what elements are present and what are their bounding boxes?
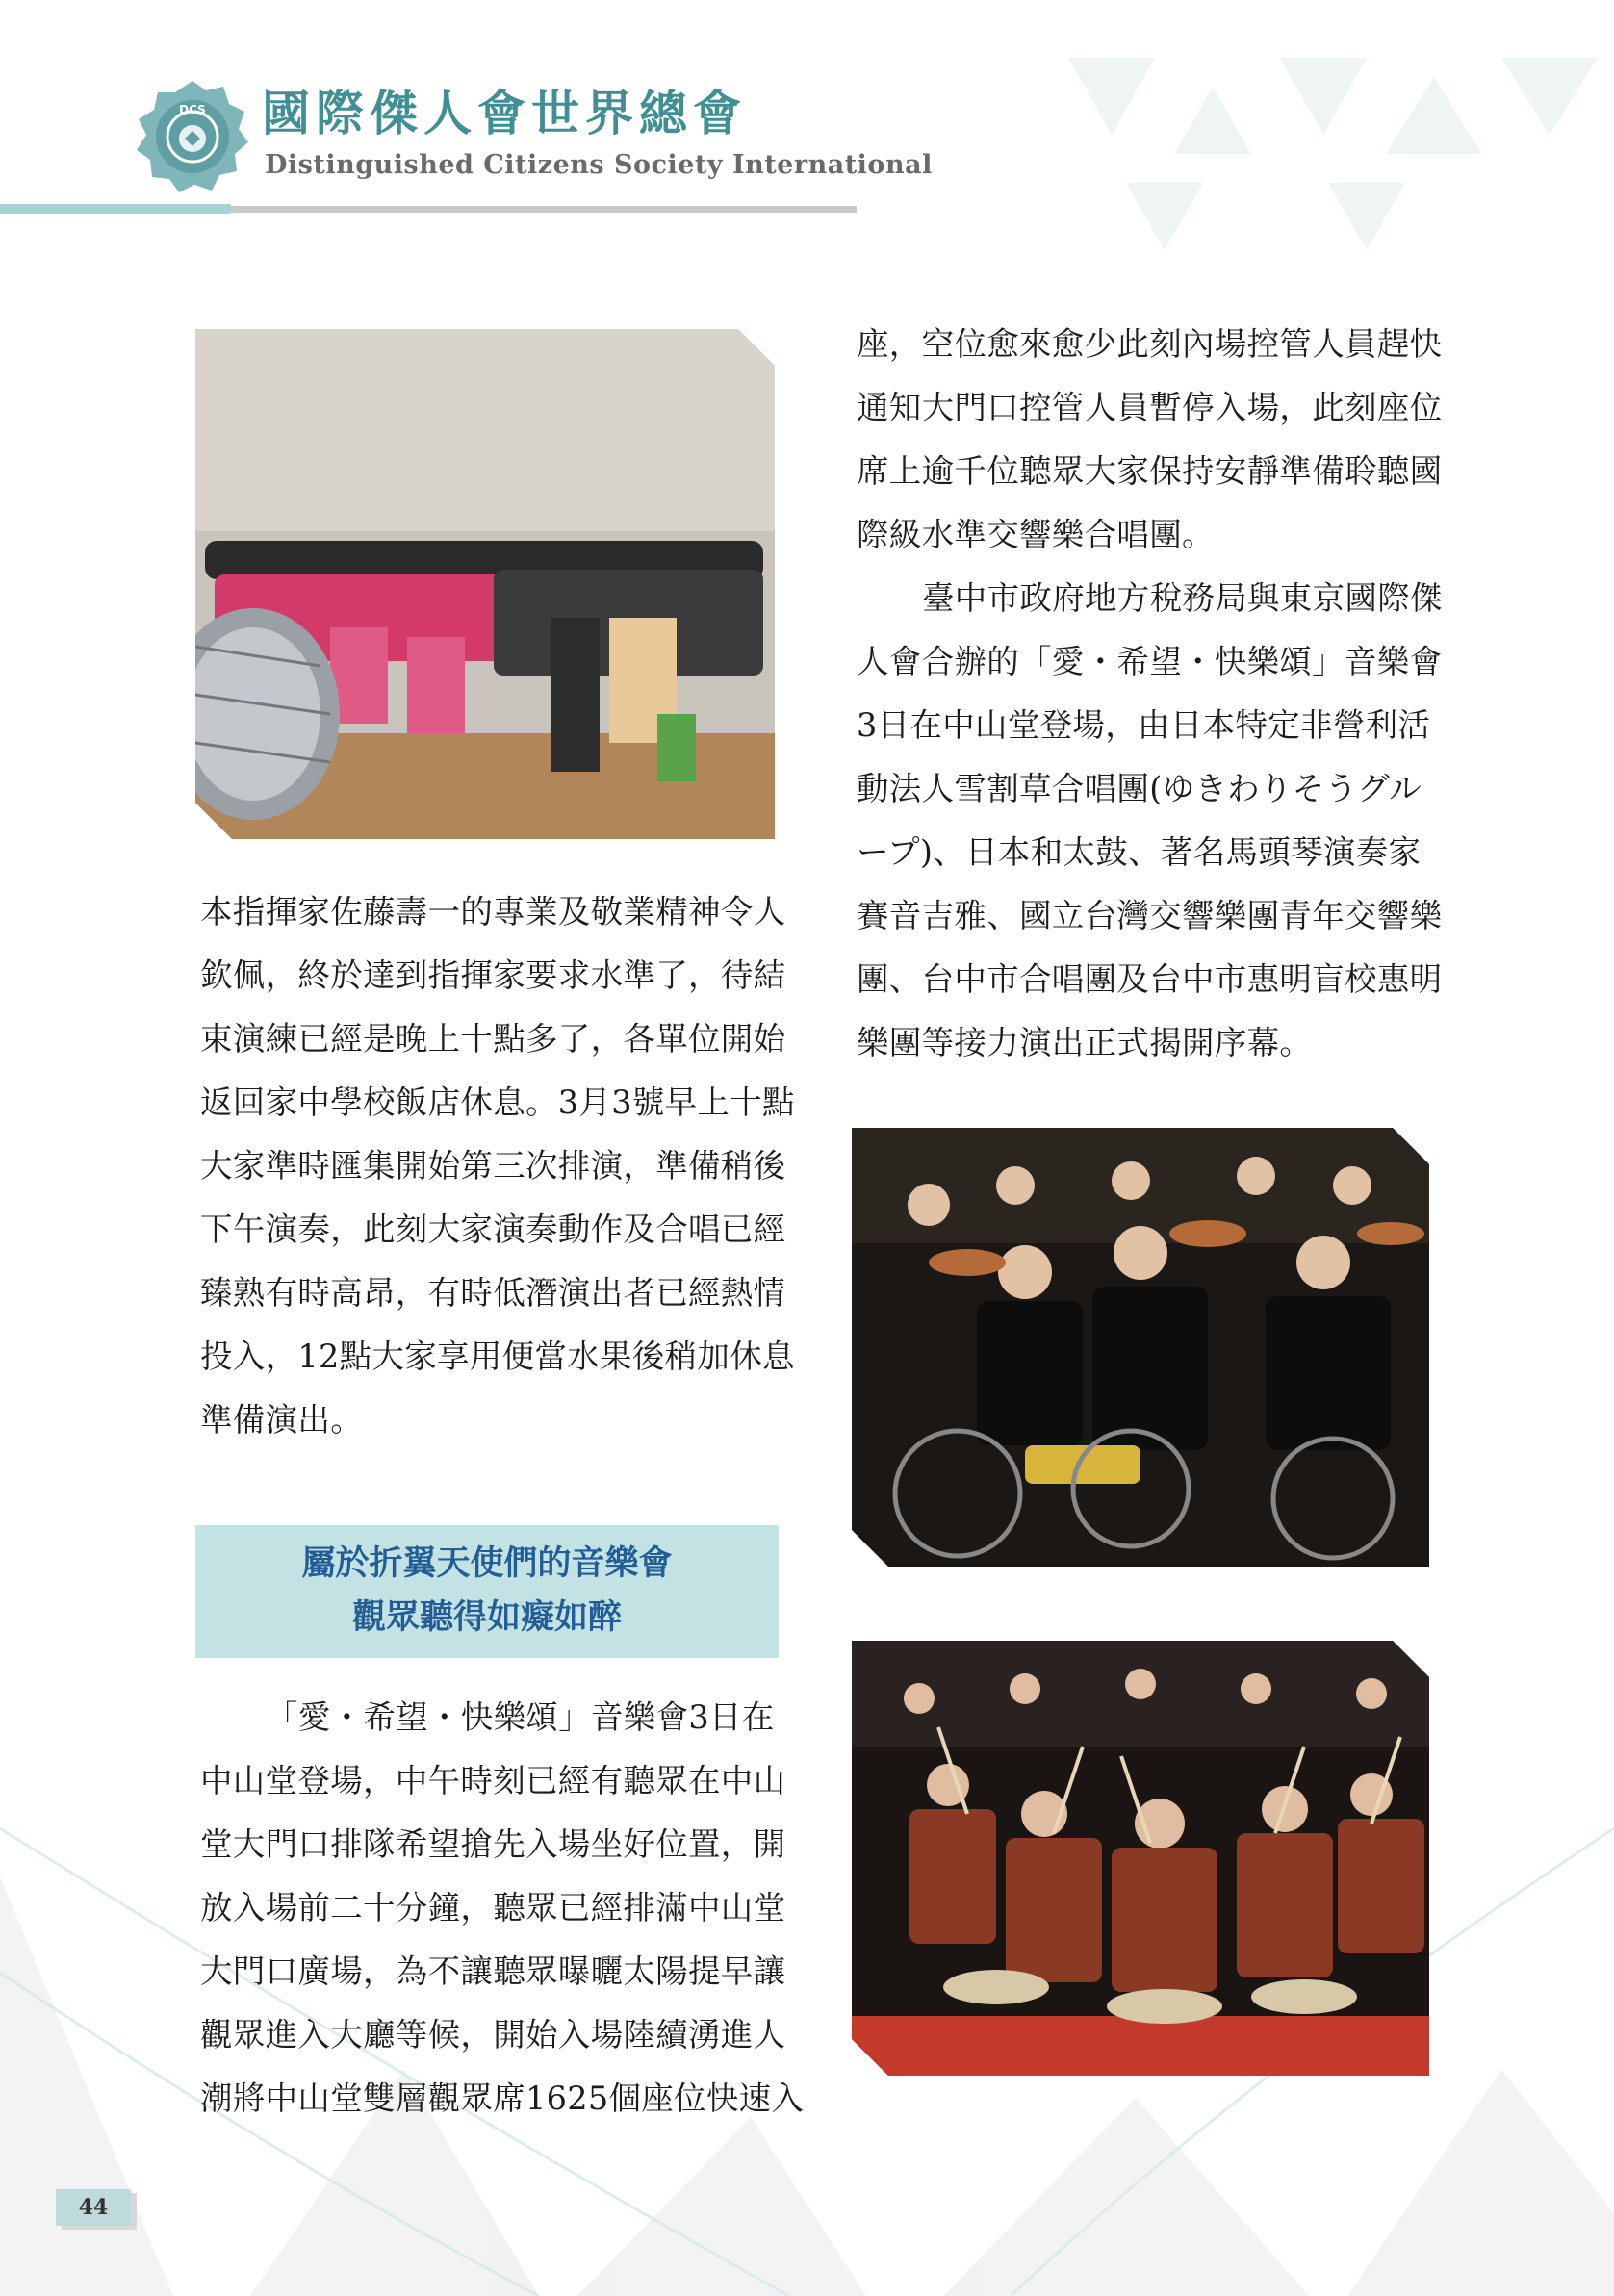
dcs-emblem-icon: [135, 79, 250, 194]
page-number: 44: [56, 2189, 131, 2226]
text-line: 動法人雪割草合唱團(ゆきわりそうグル: [857, 770, 1422, 807]
text-line: 臻熟有時高昂，有時低潛演出者已經熱情: [200, 1274, 786, 1312]
text-line: 本指揮家佐藤壽一的專業及敬業精神令人: [200, 893, 786, 931]
text-line: 潮將中山堂雙層觀眾席1625個座位快速入: [200, 2079, 805, 2117]
emblem-label: DCS: [179, 103, 206, 116]
article-text-left-bottom: [200, 1686, 805, 2130]
text-line: 席上逾千位聽眾大家保持安靜準備聆聽國: [857, 452, 1443, 490]
text-line: 人會合辦的「愛・希望・快樂頌」音樂會: [857, 643, 1443, 680]
text-line: 大家準時匯集開始第三次排演，準備稍後: [200, 1147, 786, 1185]
text-line: 欽佩，終於達到指揮家要求水準了，待結: [200, 957, 786, 994]
page-header: [0, 0, 1614, 221]
text-line: 返回家中學校飯店休息。3月3號早上十點: [200, 1084, 795, 1121]
text-line: 樂團等接力演出正式揭開序幕。: [857, 1024, 1313, 1061]
text-line: 堂大門口排隊希望搶先入場坐好位置，開: [200, 1825, 786, 1863]
text-line: 賽音吉雅、國立台灣交響樂團青年交響樂: [857, 897, 1443, 934]
text-line: 束演練已經是晚上十點多了，各單位開始: [200, 1020, 786, 1058]
text-line: 際級水準交響樂合唱團。: [857, 516, 1215, 553]
text-line: 團、台中市合唱團及台中市惠明盲校惠明: [857, 960, 1443, 998]
orchestra-wheelchair-photo: [852, 1128, 1429, 1567]
text-line: 觀眾進入大廳等候，開始入場陸續湧進人: [200, 2016, 786, 2054]
text-line: 準備演出。: [200, 1401, 363, 1439]
org-name-en: Distinguished Citizens Society International: [265, 150, 933, 180]
org-name-zh: 國際傑人會世界總會: [262, 85, 747, 141]
text-line: 「愛・希望・快樂頌」音樂會3日在: [266, 1698, 775, 1736]
choir-rehearsal-photo: [195, 329, 775, 839]
text-line: 中山堂登場，中午時刻已經有聽眾在中山: [200, 1762, 786, 1799]
text-line: 大門口廣場，為不讓聽眾曝曬太陽提早讓: [200, 1952, 786, 1990]
text-line: 放入場前二十分鐘，聽眾已經排滿中山堂: [200, 1889, 786, 1926]
text-line: 通知大門口控管人員暫停入場，此刻座位: [857, 389, 1443, 426]
article-text-left-mid: [200, 880, 795, 1452]
section-heading-line2: 觀眾聽得如癡如醉: [351, 1598, 622, 1637]
text-line: 3日在中山堂登場，由日本特定非營利活: [857, 706, 1431, 744]
text-line: 下午演奏，此刻大家演奏動作及合唱已經: [200, 1211, 786, 1248]
header-rule: [0, 204, 857, 214]
section-heading-line1: 屬於折翼天使們的音樂會: [301, 1544, 673, 1583]
section-heading-box: [195, 1525, 779, 1658]
taiko-drummers-photo: [852, 1641, 1429, 2076]
text-line: 臺中市政府地方稅務局與東京國際傑: [922, 579, 1443, 617]
text-line: 座，空位愈來愈少此刻內場控管人員趕快: [857, 325, 1443, 363]
text-line: 投入，12點大家享用便當水果後稍加休息: [200, 1338, 795, 1375]
text-line: ープ)、日本和太鼓、著名馬頭琴演奏家: [857, 833, 1422, 871]
article-text-right-top: [857, 313, 1443, 1075]
